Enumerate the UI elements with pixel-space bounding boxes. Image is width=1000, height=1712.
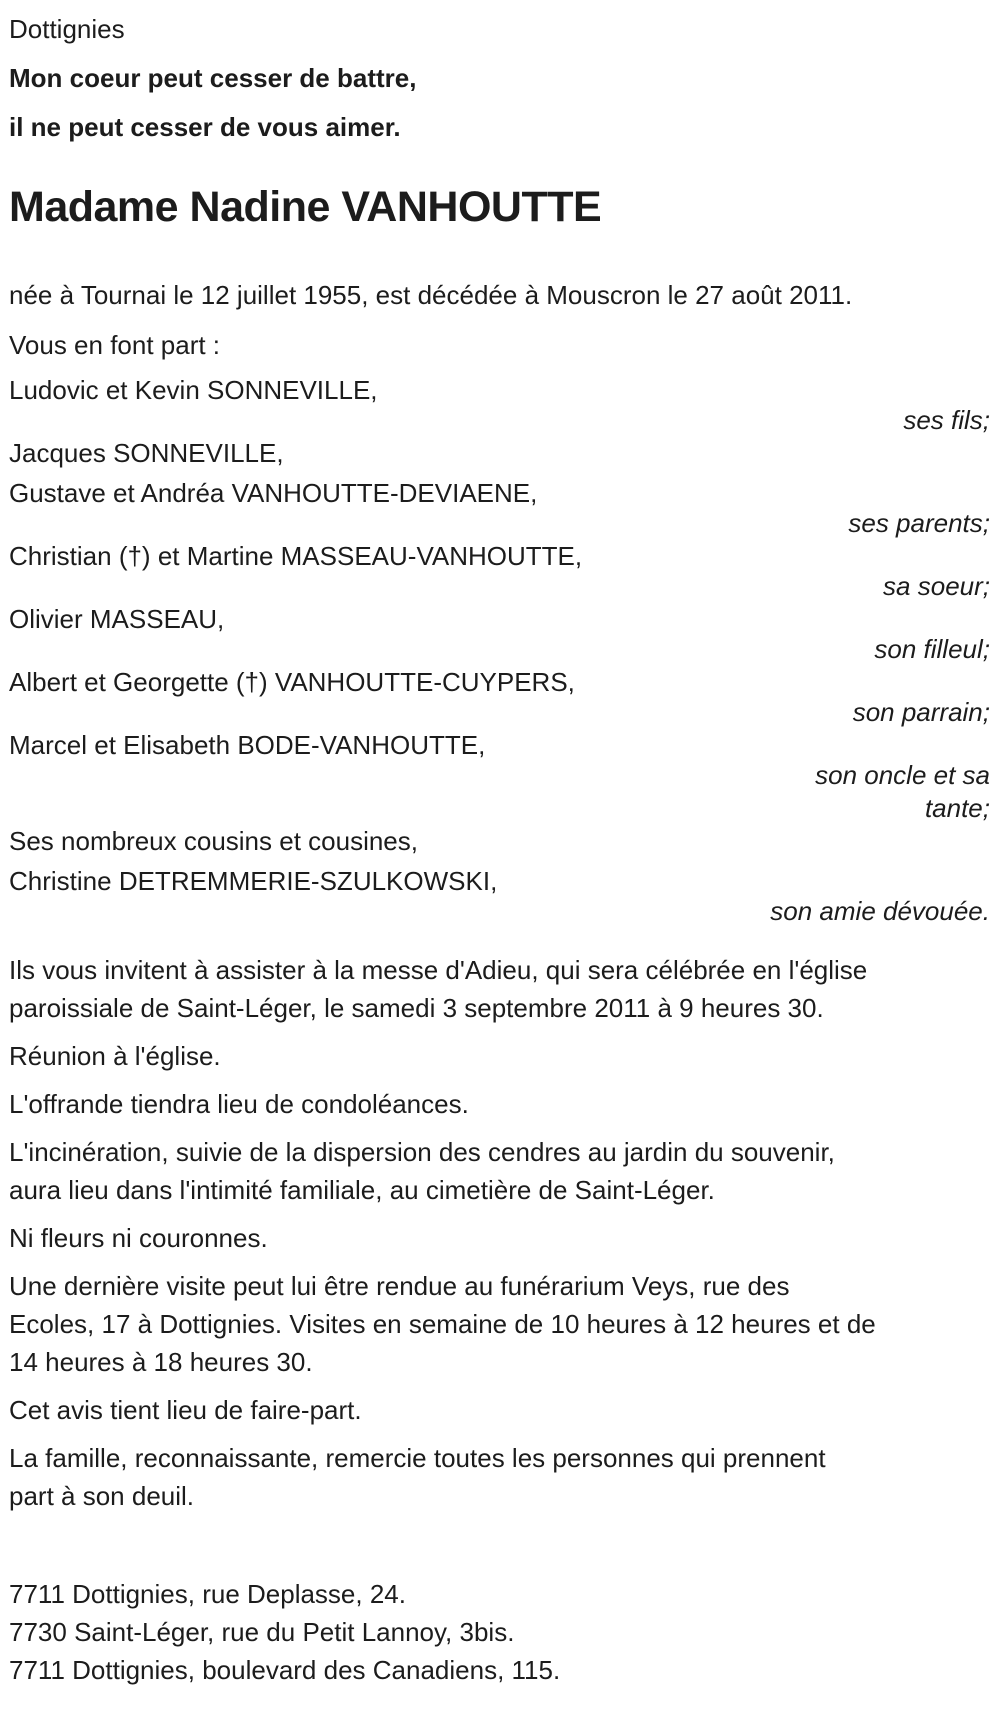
family-relation: ses parents; <box>848 508 990 538</box>
family-list <box>9 375 990 926</box>
family-relation: son parrain; <box>852 697 990 727</box>
family-member-names: Jacques SONNEVILLE, <box>9 438 284 468</box>
thanks-line: part à son deuil. <box>9 1481 195 1511</box>
family-relation: son filleul; <box>874 634 990 664</box>
family-member-names: Gustave et Andréa VANHOUTTE-DEVIAENE, <box>9 478 538 508</box>
thanks-line: La famille, reconnaissante, remercie toutes les personnes qui prennent <box>9 1443 826 1473</box>
epitaph-line-2: il ne peut cesser de vous aimer. <box>9 112 401 142</box>
flowers-paragraph <box>9 1219 990 1257</box>
address-line: 7711 Dottignies, rue Deplasse, 24. <box>9 1579 406 1609</box>
family-entry <box>9 866 990 926</box>
cremation-line: L'incinération, suivie de la dispersion des cendres au jardin du souvenir, <box>9 1137 835 1167</box>
offering-line: L'offrande tiendra lieu de condoléances. <box>9 1089 469 1119</box>
invitation-line: Ils vous invitent à assister à la messe d'Adieu, qui sera célébrée en l'église <box>9 955 868 985</box>
invitation-line: paroissiale de Saint-Léger, le samedi 3 septembre 2011 à 9 heures 30. <box>9 993 824 1023</box>
family-member-names: Albert et Georgette (†) VANHOUTTE-CUYPERS, <box>9 667 575 697</box>
cremation-paragraph <box>9 1133 990 1209</box>
family-entry <box>9 604 990 664</box>
offering-paragraph <box>9 1085 990 1123</box>
visitation-paragraph <box>9 1267 990 1381</box>
family-entry <box>9 826 990 856</box>
city: Dottignies <box>9 14 125 44</box>
deceased-name: Madame Nadine VANHOUTTE <box>9 183 602 231</box>
family-relation: sa soeur; <box>883 571 990 601</box>
family-entry <box>9 667 990 727</box>
visitation-line: Une dernière visite peut lui être rendue au funérarium Veys, rue des <box>9 1271 790 1301</box>
family-relation: ses fils; <box>903 405 990 435</box>
address-list <box>9 1575 990 1689</box>
ceremony-details <box>9 951 990 1515</box>
family-member-names: Marcel et Elisabeth BODE-VANHOUTTE, <box>9 730 486 760</box>
family-entry <box>9 730 990 823</box>
invitation-paragraph <box>9 951 990 1027</box>
thanks-paragraph <box>9 1439 990 1515</box>
visitation-line: 14 heures à 18 heures 30. <box>9 1347 313 1377</box>
notice-paragraph <box>9 1391 990 1429</box>
announcement-intro: Vous en font part : <box>9 330 221 360</box>
family-member-names: Ses nombreux cousins et cousines, <box>9 826 418 856</box>
flowers-line: Ni fleurs ni couronnes. <box>9 1223 268 1253</box>
family-member-names: Christine DETREMMERIE-SZULKOWSKI, <box>9 866 498 896</box>
family-relation: son amie dévouée. <box>770 896 990 926</box>
family-member-names: Christian (†) et Martine MASSEAU-VANHOUTTE, <box>9 541 583 571</box>
meeting-line: Réunion à l'église. <box>9 1041 221 1071</box>
address-line: 7711 Dottignies, boulevard des Canadiens, 115. <box>9 1655 561 1685</box>
family-relation: son oncle et sa <box>815 760 990 790</box>
family-entry <box>9 541 990 601</box>
visitation-line: Ecoles, 17 à Dottignies. Visites en semaine de 10 heures à 12 heures et de <box>9 1309 876 1339</box>
family-entry <box>9 478 990 538</box>
notice-line: Cet avis tient lieu de faire-part. <box>9 1395 362 1425</box>
family-member-names: Ludovic et Kevin SONNEVILLE, <box>9 375 378 405</box>
meeting-paragraph <box>9 1037 990 1075</box>
cremation-line: aura lieu dans l'intimité familiale, au cimetière de Saint-Léger. <box>9 1175 715 1205</box>
address-line: 7730 Saint-Léger, rue du Petit Lannoy, 3bis. <box>9 1617 515 1647</box>
family-member-names: Olivier MASSEAU, <box>9 604 225 634</box>
life-dates: née à Tournai le 12 juillet 1955, est décédée à Mouscron le 27 août 2011. <box>9 280 853 310</box>
family-entry <box>9 438 990 468</box>
epitaph-line-1: Mon coeur peut cesser de battre, <box>9 63 417 93</box>
family-entry <box>9 375 990 435</box>
family-relation: tante; <box>924 793 990 823</box>
